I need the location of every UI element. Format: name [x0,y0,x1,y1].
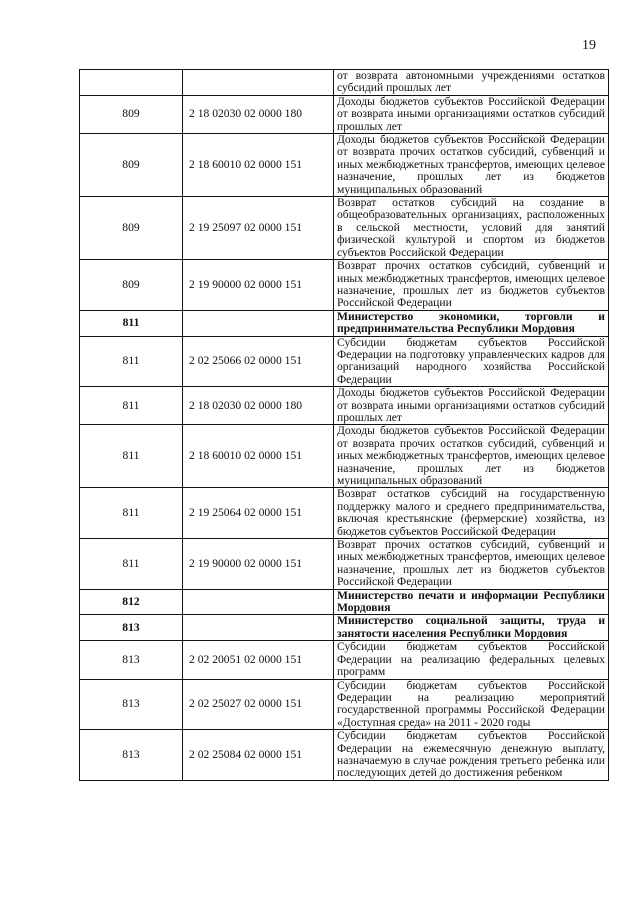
description-line: Субсидии бюджетам субъектов Российской [337,729,605,743]
table-row [80,488,609,539]
admin-code-cell: 809 [80,197,183,260]
table-body [80,70,609,781]
page-number: 19 [582,38,596,53]
description-line: последующих детей до достижения ребенком [337,766,563,780]
admin-code-cell [80,70,183,96]
admin-code-cell: 809 [80,95,183,133]
budget-code-cell: 2 02 25066 02 0000 151 [183,336,334,387]
description-line: от возврата прочих остатков субсидий, субвенций и [337,145,605,159]
admin-code-cell: 811 [80,425,183,488]
description-line: субсидий прошлых лет [337,81,452,95]
description-line: иных межбюджетных трансфертов, имеющих целевое [337,550,605,564]
budget-code-cell: 2 02 20051 02 0000 151 [183,641,334,679]
description-line: Российской Федерации [337,296,452,310]
table-row-heading [80,615,609,641]
table-row [80,134,609,197]
income-description-cell [334,615,609,641]
description-line: предпринимательства Республики Мордовия [337,322,575,336]
budget-code-cell: 2 18 60010 02 0000 151 [183,134,334,197]
income-description-cell [334,310,609,336]
admin-code-cell: 813 [80,730,183,781]
income-description-cell [334,425,609,488]
description-line: Министерство печати и информации Республики [337,588,605,602]
income-description-cell [334,387,609,425]
description-line: Мордовия [337,601,391,615]
admin-code-cell: 812 [80,589,183,615]
description-line: Субсидии бюджетам субъектов Российской [337,640,605,654]
description-line: «Доступная среда» на 2011 - 2020 годы [337,715,531,729]
description-line: Возврат остатков субсидий на создание в [337,196,605,210]
description-line: Доходы бюджетов субъектов Российской Федерации [337,94,605,108]
description-line: муниципальных образований [337,182,483,196]
description-line: от возврата иными организациями остатков субсидий [337,398,605,412]
description-line: муниципальных образований [337,474,483,487]
description-line: от возврата иными организациями остатков субсидий [337,107,605,121]
description-line: иных межбюджетных трансфертов, имеющих целевое [337,449,605,463]
description-line: Федерации на реализацию мероприятий [337,690,605,704]
income-description-cell [334,488,609,539]
admin-code-cell: 811 [80,336,183,387]
admin-code-cell: 809 [80,134,183,197]
income-description-cell [334,260,609,311]
budget-code-cell: 2 02 25027 02 0000 151 [183,679,334,730]
description-line: назначение, прошлых лет из бюджетов [337,170,605,184]
table-row [80,679,609,730]
budget-code-cell [183,310,334,336]
table-row [80,95,609,133]
description-line: Российской Федерации [337,575,452,589]
description-line: прошлых лет [337,119,402,133]
income-description-cell [334,70,609,96]
budget-code-cell [183,615,334,641]
income-description-cell [334,730,609,781]
admin-code-cell: 813 [80,615,183,641]
description-line: Субсидии бюджетам субъектов Российской [337,335,605,349]
table-row [80,336,609,387]
description-line: программ [337,665,386,679]
admin-code-cell: 813 [80,641,183,679]
table-row-heading [80,310,609,336]
description-line: поддержку малого и среднего предпринимательства, [337,499,605,513]
description-line: физической культурой и спортом из бюджетов [337,233,605,247]
description-line: общеобразовательных организациях, расположенных [337,208,605,222]
budget-code-cell: 2 19 90000 02 0000 151 [183,539,334,590]
description-line: бюджетов субъектов Российской Федерации [337,524,556,538]
description-line: Доходы бюджетов субъектов Российской Федерации [337,386,605,400]
income-description-cell [334,336,609,387]
admin-code-cell: 811 [80,488,183,539]
description-line: включая крестьянские (фермерские) хозяйства, из [337,512,605,526]
table-row [80,539,609,590]
description-line: Федерации на подготовку управленческих кадров для [337,347,605,361]
table-row [80,387,609,425]
income-description-cell [334,589,609,615]
description-line: иных межбюджетных трансфертов, имеющих целевое [337,271,605,285]
budget-code-cell [183,589,334,615]
description-line: Федерации на ежемесячную денежную выплату, [337,741,605,755]
description-line: Доходы бюджетов субъектов Российской Федерации [337,133,605,147]
description-line: Субсидии бюджетам субъектов Российской [337,678,605,692]
budget-code-cell: 2 18 02030 02 0000 180 [183,95,334,133]
income-description-cell [334,679,609,730]
description-line: субъектов Российской Федерации [337,245,504,259]
table-row [80,730,609,781]
description-line: государственной программы Российской Федерации [337,703,605,717]
table-row [80,425,609,488]
admin-code-cell: 811 [80,539,183,590]
description-line: Возврат остатков субсидий на государственную [337,487,605,501]
income-description-cell [334,197,609,260]
description-line: назначение, прошлых лет из бюджетов субъектов [337,283,605,297]
income-description-cell [334,641,609,679]
table-row [80,260,609,311]
description-line: Министерство экономики, торговли и [337,309,605,323]
table-row [80,197,609,260]
description-line: иных межбюджетных трансфертов, имеющих целевое [337,157,605,171]
description-line: организаций народного хозяйства Российской [337,360,605,374]
budget-code-cell [183,70,334,96]
budget-code-cell: 2 18 60010 02 0000 151 [183,425,334,488]
budget-code-cell: 2 19 25097 02 0000 151 [183,197,334,260]
description-line: Федерации на реализацию федеральных целевых [337,652,605,666]
admin-code-cell: 811 [80,387,183,425]
description-line: от возврата автономными учреждениями остатков [337,69,605,82]
description-line: в сельской местности, условий для занятий [337,220,605,234]
table-row [80,70,609,96]
budget-classification-table [79,69,609,781]
description-line: от возврата прочих остатков субсидий, субвенций и [337,436,605,450]
income-description-cell [334,95,609,133]
income-description-cell [334,539,609,590]
description-line: назначение, прошлых лет из бюджетов субъектов [337,562,605,576]
budget-code-cell: 2 19 90000 02 0000 151 [183,260,334,311]
admin-code-cell: 813 [80,679,183,730]
description-line: Возврат прочих остатков субсидий, субвенций и [337,538,605,552]
table-row-heading [80,589,609,615]
description-line: Возврат прочих остатков субсидий, субвенций и [337,259,605,273]
admin-code-cell: 809 [80,260,183,311]
description-line: назначение, прошлых лет из бюджетов [337,461,605,475]
budget-code-cell: 2 18 02030 02 0000 180 [183,387,334,425]
description-line: Доходы бюджетов субъектов Российской Федерации [337,424,605,438]
description-line: занятости населения Республики Мордовия [337,626,568,640]
admin-code-cell: 811 [80,310,183,336]
description-line: назначаемую в случае рождения третьего ребенка или [337,753,605,767]
income-description-cell [334,134,609,197]
description-line: Федерации [337,372,392,386]
description-line: Министерство социальной защиты, труда и [337,614,605,628]
description-line: прошлых лет [337,410,402,424]
budget-code-cell: 2 02 25084 02 0000 151 [183,730,334,781]
table-row [80,641,609,679]
budget-code-cell: 2 19 25064 02 0000 151 [183,488,334,539]
